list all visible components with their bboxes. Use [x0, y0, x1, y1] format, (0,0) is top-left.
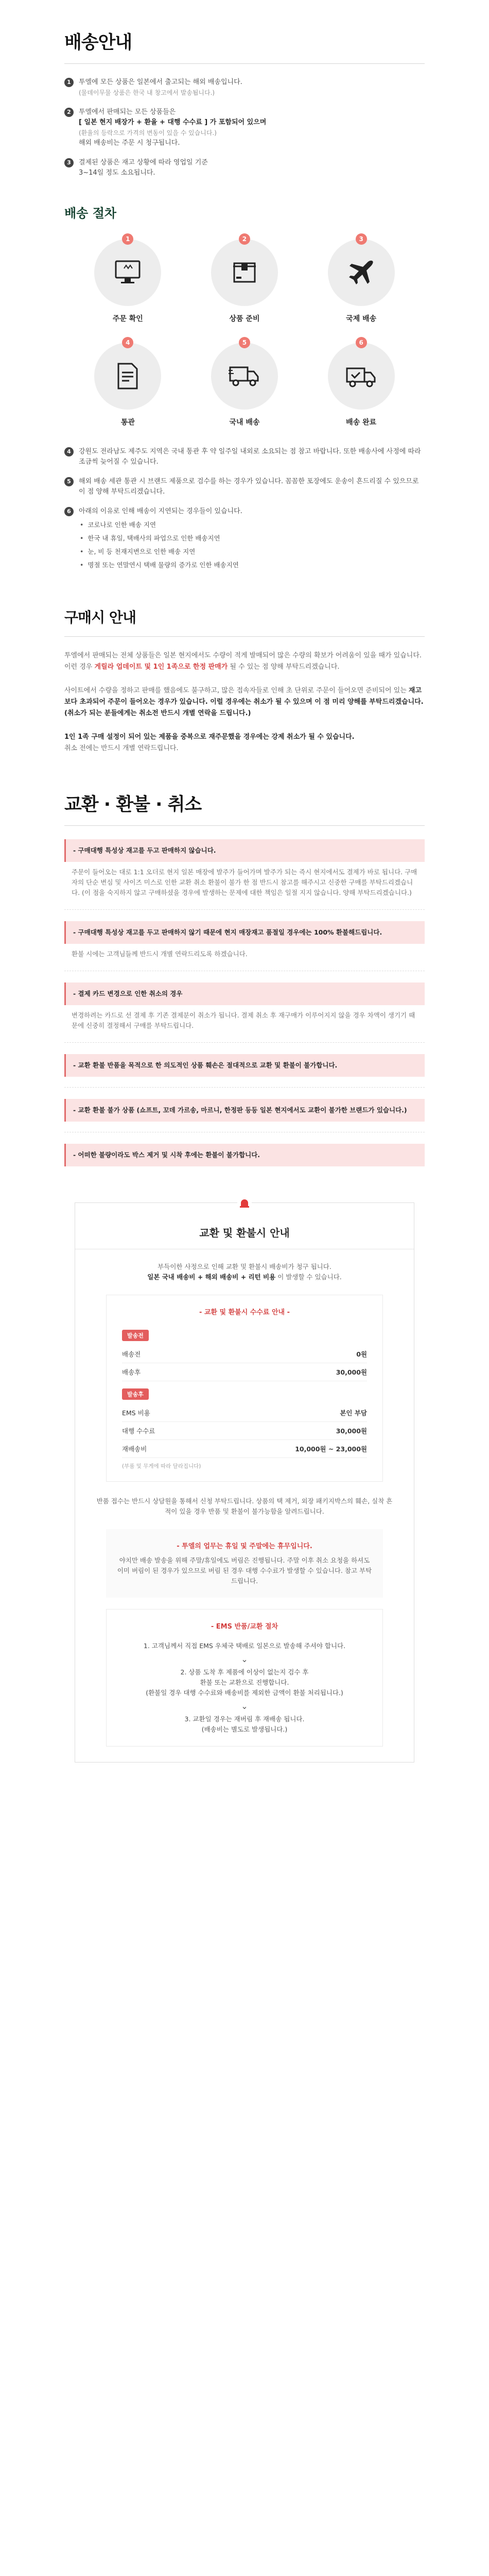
purchase-para-2 — [64, 685, 425, 719]
process-step — [303, 233, 420, 324]
note-line: 결제된 상품은 재고 상황에 따라 영업일 기준 — [79, 159, 208, 166]
step-label: 주문 확인 — [112, 315, 143, 323]
notice-body: 환불 시에는 고객님들께 반드시 개별 연락드리도록 하겠습니다. — [72, 950, 248, 958]
notice-highlight: - 구매대행 특성상 재고를 두고 판매하지 않습니다. — [64, 839, 425, 862]
note-line: 투엘에서 판매되는 모든 상품들은 — [79, 108, 176, 116]
fee-key: 배송전 — [122, 1350, 141, 1358]
note-line: [ 일본 현지 배장가 + 환율 + 대행 수수료 ] 가 포함되어 있으며 — [79, 118, 267, 126]
purchase-title: 구매시 안내 — [64, 609, 136, 626]
computer-icon — [94, 239, 161, 306]
divider — [64, 1087, 425, 1088]
purchase-para-3 — [64, 732, 425, 754]
fee-value: 10,000원 ~ 23,000원 — [295, 1445, 367, 1453]
number-badge: 6 — [64, 507, 74, 516]
notice-highlight: - 결제 카드 변경으로 인한 취소의 경우 — [64, 982, 425, 1005]
ems-procedure — [106, 1609, 383, 1747]
fee-table — [106, 1295, 383, 1482]
divider — [64, 63, 425, 64]
refund-box-title: 교환 및 환불시 안내 — [75, 1203, 414, 1249]
note-sub: (물데이무물 상품은 한국 내 창고에서 발송됩니다.) — [79, 89, 215, 96]
fee-key: 재배송비 — [122, 1445, 147, 1453]
fee-value: 30,000원 — [336, 1427, 367, 1435]
truck-icon — [211, 343, 278, 410]
ems-step-3b: (배송비는 별도로 발생됩니다.) — [201, 1725, 288, 1733]
note-line: 투엘에 모든 상품은 일본에서 출고되는 해외 배송입니다. — [79, 78, 242, 86]
notice-body: 주문이 들어오는 대로 1:1 오더로 현지 일본 매장에 발주가 들어가며 발주가 되는 즉시 현지에서도 결제가 바로 됩니다. 구매자의 단순 변심 및 사이즈 미스로 인한 교환 취소 환불이 불가 한 점 반드시 참고를 해주시고 신중한 구매를 부탁드리겠습니다. (이 점을 숙지하지 않고 구매하셨을 경우에 발생하는 문제에 대한 책임은 일절 지지 않습니다. 양해 부탁드리겠습니다.) — [72, 868, 417, 896]
process-note-6 — [64, 506, 425, 517]
refund-intro — [96, 1262, 393, 1282]
process-title: 배송 절차 — [64, 206, 117, 221]
shipping-note-1 — [64, 77, 425, 98]
step-label: 통관 — [120, 418, 135, 427]
process-step — [69, 337, 186, 427]
process-step — [186, 233, 303, 324]
para-text: 취소 전에는 반드시 개별 연락드립니다. — [64, 744, 179, 752]
fee-value: 0원 — [356, 1350, 367, 1358]
step-number: 6 — [356, 337, 367, 348]
fee-note: (부품 및 무게에 따라 달라집니다) — [122, 1463, 201, 1469]
fee-key: 대행 수수료 — [122, 1427, 155, 1435]
fee-row — [122, 1363, 367, 1381]
process-note-4 — [64, 447, 425, 467]
para-text: 투엘에서 판매되는 전체 상품들은 일본 현지에서도 수량이 적게 발매되어 많은 수량의 확보가 어려움이 있을 때가 있습니다. — [64, 652, 422, 659]
para-highlight: 게릴라 업데이트 및 1인 1족으로 한정 판매가 — [94, 663, 228, 671]
fee-value: 본인 부담 — [340, 1409, 367, 1417]
chevron-down-icon: ⌄ — [241, 1654, 248, 1664]
process-notes — [64, 447, 425, 570]
number-badge: 2 — [64, 108, 74, 117]
step-number: 2 — [239, 233, 250, 245]
shipping-note-2 — [64, 107, 425, 148]
refund-consult: 반품 접수는 반드시 상담원을 통해서 신청 부탁드립니다. 상품의 택 제거, 외장 패키지박스의 훼손, 실착 흔적이 있을 경우 반품 및 환불이 불가능함을 알려드립니다. — [96, 1497, 393, 1515]
fee-key: 배송후 — [122, 1368, 141, 1376]
para-bold: 재고보다 초과되어 주문이 들어오는 경우가 있습니다. 이럴 경우에는 취소가 될 수 있으며 이 점 미리 양해를 부탁드리겠습니다. (취소가 되는 분들에게는 취소전 반드시 개별 연락을 드립니다.) — [64, 687, 424, 717]
ems-step-2c: (환불일 경우 대행 수수료와 배송비를 제외한 금액이 환불 처리됩니다.) — [146, 1689, 343, 1697]
fee-row — [122, 1345, 367, 1363]
notice-body: 변경하려는 카드로 선 결제 후 기존 결제분이 취소가 됩니다. 결제 취소 후 재구매가 이루어지지 않을 경우 차액이 생기기 때문에 신중히 결정해서 구매를 부탁드립니다. — [72, 1011, 415, 1029]
shipping-note-3 — [64, 158, 425, 178]
note-text: 해외 배송 세관 통관 시 브랜드 제품으로 검수를 하는 경우가 있습니다. 꼼꼼한 포장에도 운송이 흔드리질 수 있으므로 이 점 양해 부탁드리겠습니다. — [79, 478, 419, 496]
ems-step-2: 2. 상품 도착 후 제품에 이상이 없는지 검수 후 — [180, 1668, 309, 1676]
note-line: 3~14일 정도 소요됩니다. — [79, 169, 155, 177]
notice-highlight: - 교환 환불 불가 상품 (쇼프트, 꼬데 가르송, 마르니, 한정판 등등 일본 현지에서도 교환이 불가한 브랜드가 있습니다.) — [64, 1099, 425, 1122]
holiday-title: - 투엘의 업무는 휴일 및 주말에는 휴무입니다. — [177, 1543, 312, 1550]
delay-reason: • 코로나로 인한 배송 지연 — [80, 520, 425, 530]
holiday-body: 야치만 배송 발송을 위해 주말/휴일에도 버림은 진행됩니다. 주말 이후 취소 요청을 하셔도 이미 버림이 된 경우가 있으므로 버림 된 경우 대행 수수료가 발생할 수 있습니다. 참고 부탁드립니다. — [117, 1556, 372, 1585]
para-text: 이런 경우 — [64, 663, 93, 671]
divider — [64, 825, 425, 826]
ems-step-3: 3. 교환일 경우는 재버림 후 재배송 됩니다. — [184, 1715, 305, 1723]
fee-row — [122, 1404, 367, 1422]
step-label: 국내 배송 — [229, 418, 260, 427]
document-icon — [94, 343, 161, 410]
process-step — [303, 337, 420, 427]
number-badge: 1 — [64, 78, 74, 87]
para-text: 될 수 있는 점 양해 부탁드리겠습니다. — [230, 663, 340, 671]
box-icon — [211, 239, 278, 306]
notice-highlight: - 어떠한 불량이라도 박스 제거 및 시착 후에는 환불이 불가합니다. — [64, 1144, 425, 1166]
delay-reason: • 한국 내 휴일, 택배사의 파업으로 인한 배송지연 — [80, 533, 425, 544]
intro-text: 이 발생할 수 있습니다. — [277, 1273, 342, 1281]
number-badge: 3 — [64, 158, 74, 167]
ems-step-2b: 환불 또는 교환으로 진행합니다. — [200, 1679, 289, 1686]
process-steps — [64, 233, 425, 427]
divider — [64, 909, 425, 910]
number-badge: 5 — [64, 477, 74, 486]
intro-bold: 일본 국내 배송비 + 해외 배송비 + 리턴 비용 — [147, 1273, 276, 1281]
holiday-notice — [106, 1529, 383, 1598]
fee-tag-after: 발송후 — [122, 1388, 149, 1400]
note-text: 강원도 전라남도 제주도 지역은 국내 통관 후 약 일주일 내외로 소요되는 점 참고 바랍니다. 또한 배송사에 사정에 따라 조금씩 늦어질 수 있습니다. — [79, 448, 421, 466]
para-bold: 1인 1족 구매 설정이 되어 있는 제품을 중복으로 재주문했을 경우에는 강제 취소가 될 수 있습니다. — [64, 733, 355, 741]
exchange-title: 교환 · 환불 · 취소 — [64, 794, 202, 815]
process-step — [69, 233, 186, 324]
step-number: 3 — [356, 233, 367, 245]
step-label: 배송 완료 — [346, 418, 377, 427]
ems-title: - EMS 반품/교환 절차 — [211, 1623, 278, 1631]
process-note-5 — [64, 477, 425, 497]
fee-title: - 교환 및 환불시 수수료 안내 - — [199, 1309, 290, 1316]
fee-key: EMS 비용 — [122, 1409, 150, 1417]
siren-icon — [237, 1196, 252, 1210]
divider — [64, 1042, 425, 1043]
intro-text: 부득이한 사정으로 인해 교환 및 환불시 배송비가 청구 됩니다. — [158, 1263, 331, 1270]
notice-highlight: - 교환 환불 반품을 목적으로 한 의도적인 상품 훼손은 절대적으로 교환 및 환불이 불가합니다. — [64, 1054, 425, 1077]
para-text: 사이트에서 수량을 정하고 판매를 했음에도 불구하고, 많은 접속자들로 인해 초 단위로 주문이 들어오면 준비되어 있는 — [64, 687, 407, 694]
chevron-down-icon: ⌄ — [241, 1701, 248, 1711]
fee-row — [122, 1440, 367, 1458]
delay-reason: • 눈, 비 등 천재지변으로 인한 배송 지연 — [80, 547, 425, 557]
step-number: 4 — [122, 337, 133, 348]
fee-row — [122, 1422, 367, 1440]
fee-value: 30,000원 — [336, 1368, 367, 1376]
refund-info-box — [75, 1202, 414, 1762]
step-number: 5 — [239, 337, 250, 348]
step-label: 상품 준비 — [229, 315, 260, 323]
delay-reason: • 명절 또는 연말연시 택배 물량의 증가로 인한 배송지연 — [80, 560, 425, 570]
note-text: 아래의 이유로 인해 배송이 지연되는 경우들이 있습니다. — [79, 507, 242, 515]
fee-tag-before: 발송전 — [122, 1330, 149, 1341]
number-badge: 4 — [64, 447, 74, 456]
purchase-para-1 — [64, 650, 425, 673]
divider — [64, 636, 425, 637]
ems-step-1: 1. 고객님께서 직접 EMS 우체국 택배로 일본으로 발송해 주셔야 합니다. — [143, 1642, 346, 1650]
step-number: 1 — [122, 233, 133, 245]
step-label: 국제 배송 — [346, 315, 377, 323]
note-sub: (환율의 등락으로 가격의 변동이 있을 수 있습니다.) — [79, 129, 217, 137]
notice-highlight: - 구매대행 특성상 재고를 두고 판매하지 않기 때문에 현지 매장재고 품절일 경우에는 100% 환불해드립니다. — [64, 921, 425, 944]
delivered-truck-icon — [328, 343, 395, 410]
process-step — [186, 337, 303, 427]
airplane-icon — [328, 239, 395, 306]
shipping-title: 배송안내 — [64, 32, 132, 53]
note-line: 해외 배송비는 주문 시 청구됩니다. — [79, 139, 180, 147]
